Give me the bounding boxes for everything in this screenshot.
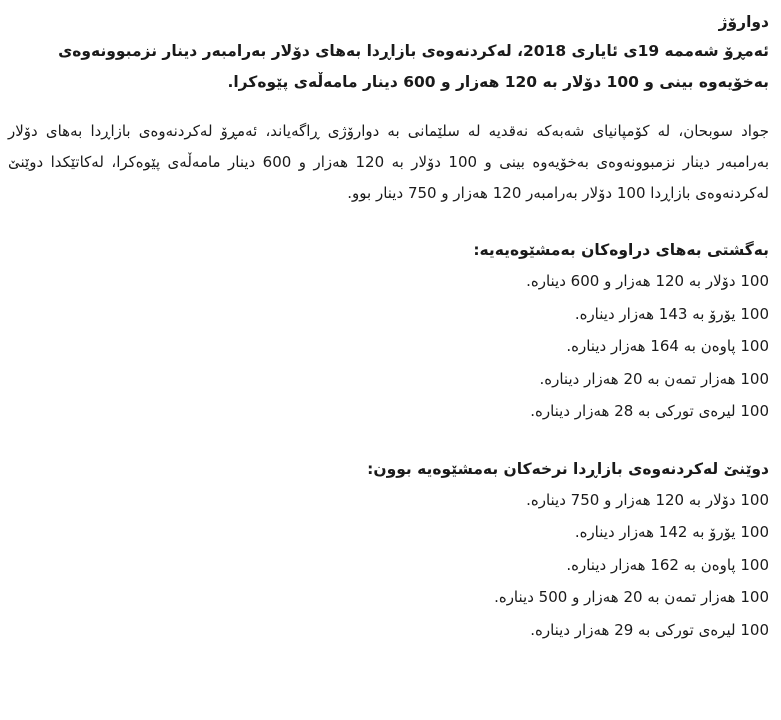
rate-item-pound: 100 پاوەن بە 164 هەزار دینارە. — [566, 337, 769, 355]
rate-item-dollar: 100 دۆلار بە 120 هەزار و 600 دینارە. — [526, 272, 769, 290]
source-title: دوارۆژ — [718, 13, 769, 31]
rate-item-euro: 100 یۆرۆ بە 143 هەزار دینارە. — [574, 304, 769, 323]
rate-item-euro: 100 یۆرۆ بە 142 هەزار دینارە. — [574, 523, 769, 541]
today-rates-list — [8, 265, 769, 428]
rate-item-lira: 100 لیرەی تورکی بە 29 هەزار دینارە. — [530, 620, 769, 639]
yesterday-rates-list — [8, 484, 769, 647]
today-rates-heading: بەگشتی بەهای دراوەکان بەمشێوەیەیە: — [473, 241, 769, 259]
rate-item-lira: 100 لیرەی تورکی بە 28 هەزار دینارە. — [530, 402, 769, 420]
article-headline: ئەمڕۆ شەممە 19ی ئایاری 2018، لەکردنەوەی بازاڕدا بەهای دۆلار بەرامبەر دینار نزمبوونەوەی بەخۆیەوە بینی و 100 دۆلار بە 120 هەزار و 600 دینار مامەڵەی پێوەکرا. — [58, 42, 769, 91]
rate-item-toman: 100 هەزار تمەن بە 20 هەزار دینارە. — [539, 369, 769, 388]
rate-item-toman: 100 هەزار تمەن بە 20 هەزار و 500 دینارە. — [494, 588, 769, 606]
yesterday-rates-heading: دوێنێ لەکردنەوەی بازاڕدا نرخەکان بەمشێوەیە بوون: — [367, 459, 769, 478]
rate-item-dollar: 100 دۆلار بە 120 هەزار و 750 دینارە. — [526, 490, 769, 509]
article-body: جواد سوبحان، لە کۆمپانیای شەبەکە نەقدیە لە سلێمانی بە دوارۆژی ڕاگەیاند، ئەمڕۆ لەکردنەوەی بازاڕدا بەهای دۆلار بەرامبەر دینار نزمبوونەوەی بەخۆیەوە بینی و 100 دۆلار بە 120 هەزار و 600 دینار مامەڵەی پێوەکرا، لەکاتێکدا دوێنێ لەکردنەوەی بازاڕدا 100 دۆلار بەرامبەر 120 هەزار و 750 دینار بوو. — [8, 122, 769, 202]
rate-item-pound: 100 پاوەن بە 162 هەزار دینارە. — [566, 555, 769, 574]
